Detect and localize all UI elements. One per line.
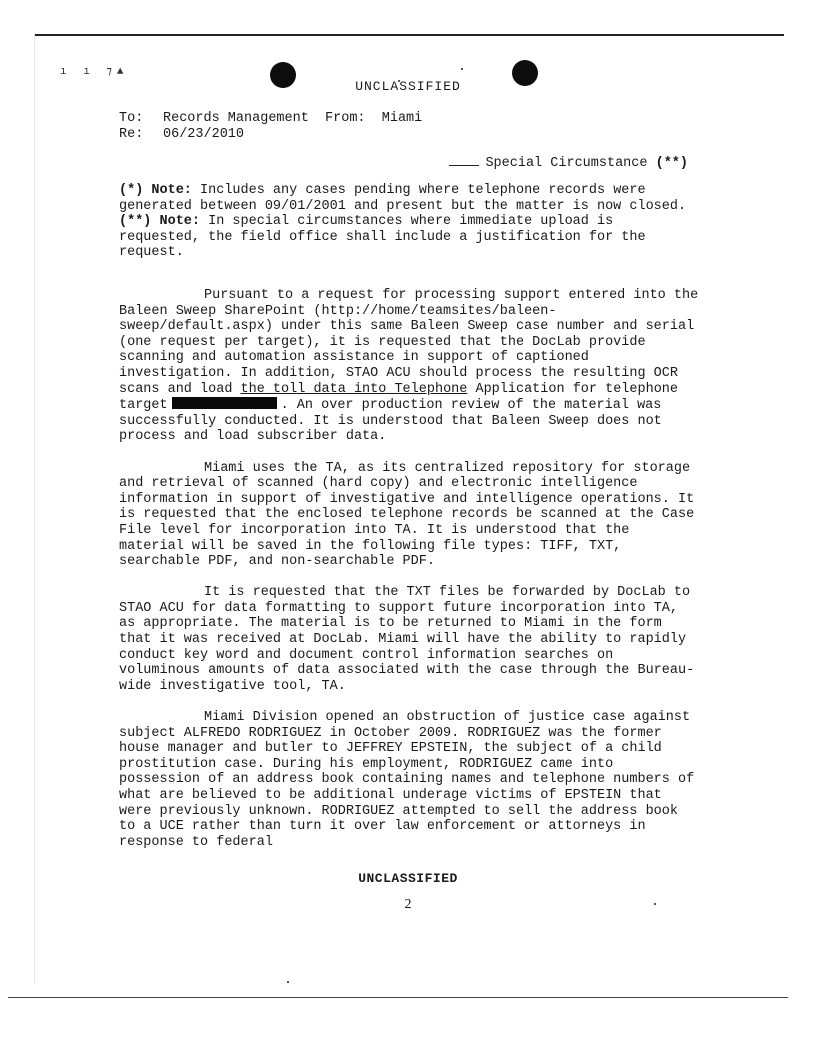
paragraph-ta-repository: Miami uses the TA, as its centralized repository for storage and retrieval of scanned (hard copy) and electronic intelligence information in support of investigative and intelligence operations. It is requested that the enclosed telephone records be scanned at the Case File level for incorporation into TA. It is understood that the material will be saved in the following file types: TIFF, TXT, searchable PDF, and non-searchable PDF. <box>119 460 695 570</box>
paragraph-text: Application for telephone target <box>119 381 679 414</box>
special-circumstance-marker: (**) <box>655 156 688 171</box>
page-number: 2 <box>404 897 412 912</box>
speck-mark <box>654 903 656 905</box>
bottom-border-rule <box>8 997 788 998</box>
underlined-text: the toll data into Telephone <box>240 381 468 397</box>
checkbox-blank-line <box>449 155 479 166</box>
header-classification: UNCLASSIFIED <box>355 79 461 94</box>
re-value: 06/23/2010 <box>163 127 245 142</box>
margin-marks: ı ı ⁊▲ <box>60 66 129 78</box>
special-circumstance-label: Special Circumstance <box>485 156 648 171</box>
note-item <box>119 214 699 261</box>
note-text: Includes any cases pending where telephone records were generated between 09/01/2001 and present but the matter is now closed. <box>119 183 687 214</box>
left-border-rule <box>34 34 35 984</box>
speck-mark <box>287 981 289 983</box>
redaction-block <box>172 397 277 409</box>
body-text <box>119 288 699 866</box>
to-line <box>119 111 422 127</box>
note-text: In special circumstances where immediate upload is requested, the field office shall include a justification for the request. <box>119 214 646 260</box>
re-label: Re: <box>119 127 144 142</box>
note-marker: (*) Note: <box>119 183 192 198</box>
notes-block <box>119 183 699 261</box>
paragraph-txt-forwarding: It is requested that the TXT files be forwarded by DocLab to STAO ACU for data formatting to support future incorporation into TA, as appropriate. The material is to be returned to Miami in the form that it was received at DocLab. Miami will have the ability to rapidly conduct key word and document control information searches on voluminous amounts of data associated with the case through the Bureau-wide investigative tool, TA. <box>119 585 695 694</box>
footer-classification: UNCLASSIFIED <box>358 871 458 886</box>
speck-mark <box>461 68 463 70</box>
special-circumstance-line <box>449 155 688 171</box>
paragraph-baleen-sweep <box>119 288 699 445</box>
top-border-rule <box>34 34 784 36</box>
from-value: Miami <box>381 111 423 126</box>
to-label: To: <box>119 111 144 126</box>
paragraph-text: . An over production review of the material was successfully conducted. It is understood that Baleen Sweep does not process and load subscriber data. <box>119 398 662 445</box>
note-marker: (**) Note: <box>119 214 201 229</box>
routing-block <box>119 111 422 143</box>
re-line <box>119 127 422 143</box>
paragraph-case-background: Miami Division opened an obstruction of justice case against subject ALFREDO RODRIGUEZ in October 2009. RODRIGUEZ was the former house manager and butler to JEFFREY EPSTEIN, the subject of a child prostitution case. During his employment, RODRIGUEZ came into possession of an address book containing names and telephone numbers of what are believed to be additional underage victims of EPSTEIN that were previously unknown. RODRIGUEZ attempted to sell the address book to a UCE rather than turn it over law enforcement or attorneys in response to federal <box>119 710 695 850</box>
note-item <box>119 183 699 214</box>
to-value: Records Management <box>163 111 309 126</box>
from-label: From: <box>325 111 366 126</box>
paragraph-text: Pursuant to a request for processing support entered into the Baleen Sweep SharePoint (http://home/teamsites/baleen-sweep/default.aspx) under this same Baleen Sweep case number and serial (one request per target), it is requested that the DocLab provide scanning and automation assistance in support of captioned investigation. In addition, STAO ACU should process the resulting OCR scans and load <box>119 288 699 397</box>
